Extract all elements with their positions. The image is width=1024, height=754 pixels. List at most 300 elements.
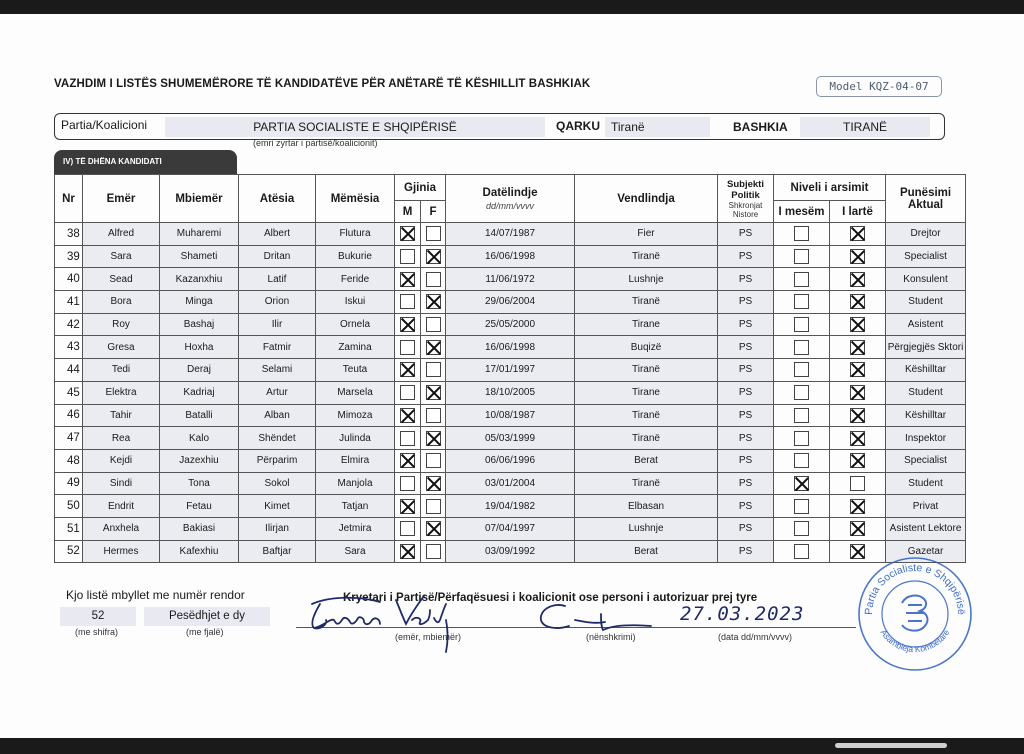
cell-emer: Tedi bbox=[83, 359, 160, 382]
cell-gender-f bbox=[421, 291, 446, 314]
cell-vendlindja: Tiranë bbox=[575, 427, 718, 450]
cell-nr: 43 bbox=[55, 336, 83, 359]
cell-gender-f bbox=[421, 336, 446, 359]
cell-atesia: Baftjar bbox=[239, 540, 316, 563]
checkbox-empty[interactable] bbox=[400, 521, 415, 536]
cell-punesimi: Konsulent bbox=[886, 268, 966, 291]
col-niveli: Niveli i arsimit bbox=[774, 175, 886, 201]
cell-mesem bbox=[774, 449, 830, 472]
table-row bbox=[55, 427, 966, 450]
cell-memesia: Teuta bbox=[316, 359, 395, 382]
table-row bbox=[55, 495, 966, 518]
cell-mbiemer: Jazexhiu bbox=[160, 449, 239, 472]
checkbox-empty[interactable] bbox=[794, 362, 809, 377]
cell-vendlindja: Berat bbox=[575, 540, 718, 563]
cell-emer: Anxhela bbox=[83, 517, 160, 540]
cell-gender-f bbox=[421, 517, 446, 540]
cell-nr: 51 bbox=[55, 517, 83, 540]
cell-memesia: Iskui bbox=[316, 291, 395, 314]
col-subjekti bbox=[718, 175, 774, 223]
cell-subjekti: PS bbox=[718, 495, 774, 518]
cell-gender-f bbox=[421, 449, 446, 472]
cell-gender-f bbox=[421, 404, 446, 427]
cell-emer: Tahir bbox=[83, 404, 160, 427]
name-hint: (emër, mbiemër) bbox=[395, 632, 462, 642]
col-vendlindja: Vendlindja bbox=[575, 175, 718, 223]
cell-gender-f bbox=[421, 245, 446, 268]
cell-vendlindja: Tirane bbox=[575, 381, 718, 404]
cell-atesia: Shëndet bbox=[239, 427, 316, 450]
cell-mesem bbox=[774, 359, 830, 382]
checkbox-empty[interactable] bbox=[794, 453, 809, 468]
cell-larte bbox=[830, 427, 886, 450]
cell-mbiemer: Kazanxhiu bbox=[160, 268, 239, 291]
cell-emer: Sead bbox=[83, 268, 160, 291]
cell-memesia: Zamina bbox=[316, 336, 395, 359]
cell-mbiemer: Batalli bbox=[160, 404, 239, 427]
closing-number-digits: 52 bbox=[60, 607, 136, 626]
cell-emer: Sara bbox=[83, 245, 160, 268]
model-code: Model KQZ-04-07 bbox=[816, 76, 942, 97]
cell-gender-f bbox=[421, 359, 446, 382]
checkbox-checked[interactable] bbox=[400, 362, 415, 377]
cell-gender-m bbox=[395, 313, 421, 336]
party-stamp bbox=[856, 555, 974, 673]
cell-mesem bbox=[774, 540, 830, 563]
checkbox-checked[interactable] bbox=[426, 249, 441, 264]
cell-emer: Alfred bbox=[83, 223, 160, 246]
cell-nr: 44 bbox=[55, 359, 83, 382]
cell-mbiemer: Bashaj bbox=[160, 313, 239, 336]
col-atesia: Atësia bbox=[239, 175, 316, 223]
party-label: Partia/Koalicioni bbox=[61, 118, 148, 132]
cell-gender-m bbox=[395, 359, 421, 382]
cell-emer: Bora bbox=[83, 291, 160, 314]
cell-mesem bbox=[774, 313, 830, 336]
cell-memesia: Flutura bbox=[316, 223, 395, 246]
table-row bbox=[55, 517, 966, 540]
cell-mesem bbox=[774, 381, 830, 404]
cell-mesem bbox=[774, 291, 830, 314]
checkbox-checked[interactable] bbox=[850, 340, 865, 355]
cell-datelindje: 16/06/1998 bbox=[446, 245, 575, 268]
checkbox-checked[interactable] bbox=[850, 521, 865, 536]
checkbox-empty[interactable] bbox=[794, 499, 809, 514]
checkbox-empty[interactable] bbox=[426, 408, 441, 423]
cell-nr: 45 bbox=[55, 381, 83, 404]
cell-subjekti: PS bbox=[718, 404, 774, 427]
table-row bbox=[55, 268, 966, 291]
cell-punesimi: Përgjegjës Sktori bbox=[886, 336, 966, 359]
party-name-hint: (emri zyrtar i partisë/koalicionit) bbox=[253, 138, 378, 148]
closing-label: Kjo listë mbyllet me numër rendor bbox=[66, 588, 245, 602]
checkbox-checked[interactable] bbox=[400, 408, 415, 423]
cell-memesia: Jetmira bbox=[316, 517, 395, 540]
table-row bbox=[55, 359, 966, 382]
checkbox-checked[interactable] bbox=[426, 476, 441, 491]
cell-datelindje: 07/04/1997 bbox=[446, 517, 575, 540]
col-memesia: Mëmësia bbox=[316, 175, 395, 223]
cell-punesimi: Student bbox=[886, 472, 966, 495]
closing-number-words: Pesëdhjet e dy bbox=[144, 607, 270, 626]
cell-memesia: Sara bbox=[316, 540, 395, 563]
cell-atesia: Latif bbox=[239, 268, 316, 291]
cell-subjekti: PS bbox=[718, 540, 774, 563]
cell-subjekti: PS bbox=[718, 472, 774, 495]
checkbox-empty[interactable] bbox=[426, 317, 441, 332]
cell-punesimi: Gazetar bbox=[886, 540, 966, 563]
checkbox-checked[interactable] bbox=[426, 385, 441, 400]
cell-vendlindja: Tirane bbox=[575, 313, 718, 336]
cell-subjekti: PS bbox=[718, 336, 774, 359]
cell-subjekti: PS bbox=[718, 381, 774, 404]
checkbox-empty[interactable] bbox=[400, 249, 415, 264]
signature-hint: (nënshkrimi) bbox=[586, 632, 636, 642]
checkbox-empty[interactable] bbox=[426, 362, 441, 377]
cell-gender-f bbox=[421, 223, 446, 246]
cell-datelindje: 25/05/2000 bbox=[446, 313, 575, 336]
cell-datelindje: 17/01/1997 bbox=[446, 359, 575, 382]
cell-nr: 47 bbox=[55, 427, 83, 450]
cell-mbiemer: Shameti bbox=[160, 245, 239, 268]
cell-gender-m bbox=[395, 291, 421, 314]
checkbox-empty[interactable] bbox=[794, 340, 809, 355]
cell-gender-f bbox=[421, 427, 446, 450]
cell-emer: Roy bbox=[83, 313, 160, 336]
checkbox-checked[interactable] bbox=[400, 317, 415, 332]
date-format-hint: dd/mm/vvvv bbox=[486, 200, 535, 211]
cell-gender-m bbox=[395, 268, 421, 291]
cell-atesia: Fatmir bbox=[239, 336, 316, 359]
cell-mesem bbox=[774, 268, 830, 291]
cell-larte bbox=[830, 245, 886, 268]
cell-datelindje: 29/06/2004 bbox=[446, 291, 575, 314]
cell-vendlindja: Buqizë bbox=[575, 336, 718, 359]
cell-atesia: Sokol bbox=[239, 472, 316, 495]
checkbox-empty[interactable] bbox=[794, 272, 809, 287]
table-row bbox=[55, 245, 966, 268]
cell-punesimi: Privat bbox=[886, 495, 966, 518]
col-larte: I lartë bbox=[830, 201, 886, 223]
cell-mesem bbox=[774, 427, 830, 450]
col-m: M bbox=[395, 201, 421, 223]
cell-atesia: Përparim bbox=[239, 449, 316, 472]
cell-larte bbox=[830, 223, 886, 246]
checkbox-empty[interactable] bbox=[794, 226, 809, 241]
cell-nr: 49 bbox=[55, 472, 83, 495]
cell-datelindje: 19/04/1982 bbox=[446, 495, 575, 518]
col-mesem: I mesëm bbox=[774, 201, 830, 223]
checkbox-checked[interactable] bbox=[400, 499, 415, 514]
checkbox-empty[interactable] bbox=[426, 226, 441, 241]
checkbox-checked[interactable] bbox=[850, 294, 865, 309]
checkbox-checked[interactable] bbox=[850, 385, 865, 400]
cell-mesem bbox=[774, 223, 830, 246]
handwritten-name bbox=[300, 590, 470, 656]
cell-mesem bbox=[774, 336, 830, 359]
cell-subjekti: PS bbox=[718, 313, 774, 336]
col-mbiemer: Mbiemër bbox=[160, 175, 239, 223]
cell-atesia: Dritan bbox=[239, 245, 316, 268]
checkbox-empty[interactable] bbox=[794, 544, 809, 559]
checkbox-empty[interactable] bbox=[426, 453, 441, 468]
cell-mesem bbox=[774, 245, 830, 268]
cell-subjekti: PS bbox=[718, 223, 774, 246]
digits-hint: (me shifra) bbox=[75, 627, 119, 637]
cell-datelindje: 18/10/2005 bbox=[446, 381, 575, 404]
candidates-table bbox=[54, 174, 966, 563]
cell-emer: Hermes bbox=[83, 540, 160, 563]
cell-memesia: Julinda bbox=[316, 427, 395, 450]
cell-memesia: Bukurie bbox=[316, 245, 395, 268]
col-f: F bbox=[421, 201, 446, 223]
checkbox-checked[interactable] bbox=[850, 272, 865, 287]
cell-nr: 38 bbox=[55, 223, 83, 246]
checkbox-checked[interactable] bbox=[426, 431, 441, 446]
cell-mbiemer: Kafexhiu bbox=[160, 540, 239, 563]
checkbox-checked[interactable] bbox=[850, 431, 865, 446]
cell-gender-f bbox=[421, 313, 446, 336]
cell-atesia: Artur bbox=[239, 381, 316, 404]
cell-gender-m bbox=[395, 336, 421, 359]
cell-datelindje: 03/09/1992 bbox=[446, 540, 575, 563]
checkbox-checked[interactable] bbox=[850, 249, 865, 264]
cell-memesia: Mimoza bbox=[316, 404, 395, 427]
svg-text:Partia Socialiste e Shqipërisë bbox=[863, 562, 967, 615]
cell-nr: 39 bbox=[55, 245, 83, 268]
checkbox-empty[interactable] bbox=[794, 408, 809, 423]
qarku-label: QARKU bbox=[556, 119, 600, 133]
cell-gender-m bbox=[395, 495, 421, 518]
cell-gender-m bbox=[395, 449, 421, 472]
section-tab-label: IV) TË DHËNA KANDIDATI bbox=[63, 157, 162, 166]
cell-vendlindja: Tiranë bbox=[575, 245, 718, 268]
cell-gender-f bbox=[421, 472, 446, 495]
cell-emer: Kejdi bbox=[83, 449, 160, 472]
cell-subjekti: PS bbox=[718, 245, 774, 268]
checkbox-checked[interactable] bbox=[850, 362, 865, 377]
cell-vendlindja: Tiranë bbox=[575, 291, 718, 314]
col-gjinia: Gjinia bbox=[395, 175, 446, 201]
datelindje-label: Datëlindje bbox=[482, 186, 538, 199]
cell-larte bbox=[830, 404, 886, 427]
checkbox-checked[interactable] bbox=[794, 476, 809, 491]
col-punesimi: Punësimi Aktual bbox=[886, 175, 966, 223]
checkbox-empty[interactable] bbox=[794, 249, 809, 264]
cell-atesia: Alban bbox=[239, 404, 316, 427]
subjekti-hint: Shkronjat Nistore bbox=[728, 200, 763, 219]
checkbox-checked[interactable] bbox=[850, 317, 865, 332]
cell-punesimi: Student bbox=[886, 381, 966, 404]
cell-mbiemer: Minga bbox=[160, 291, 239, 314]
cell-punesimi: Specialist bbox=[886, 449, 966, 472]
cell-vendlindja: Berat bbox=[575, 449, 718, 472]
checkbox-checked[interactable] bbox=[400, 226, 415, 241]
cell-larte bbox=[830, 336, 886, 359]
checkbox-checked[interactable] bbox=[400, 544, 415, 559]
cell-punesimi: Këshilltar bbox=[886, 404, 966, 427]
table-row bbox=[55, 472, 966, 495]
cell-larte bbox=[830, 291, 886, 314]
date-hint: (data dd/mm/vvvv) bbox=[718, 632, 793, 642]
cell-emer: Rea bbox=[83, 427, 160, 450]
cell-atesia: Ilir bbox=[239, 313, 316, 336]
checkbox-empty[interactable] bbox=[400, 340, 415, 355]
cell-nr: 41 bbox=[55, 291, 83, 314]
cell-datelindje: 06/06/1996 bbox=[446, 449, 575, 472]
cell-larte bbox=[830, 268, 886, 291]
checkbox-empty[interactable] bbox=[794, 385, 809, 400]
cell-atesia: Selami bbox=[239, 359, 316, 382]
cell-emer: Endrit bbox=[83, 495, 160, 518]
stamp-emblem-icon bbox=[902, 596, 927, 631]
cell-emer: Sindi bbox=[83, 472, 160, 495]
cell-gender-m bbox=[395, 517, 421, 540]
cell-datelindje: 14/07/1987 bbox=[446, 223, 575, 246]
cell-gender-f bbox=[421, 540, 446, 563]
checkbox-checked[interactable] bbox=[850, 408, 865, 423]
cell-mbiemer: Fetau bbox=[160, 495, 239, 518]
cell-memesia: Manjola bbox=[316, 472, 395, 495]
cell-nr: 42 bbox=[55, 313, 83, 336]
checkbox-empty[interactable] bbox=[850, 476, 865, 491]
cell-atesia: Orion bbox=[239, 291, 316, 314]
checkbox-checked[interactable] bbox=[850, 453, 865, 468]
cell-punesimi: Asistent Lektore bbox=[886, 517, 966, 540]
cell-subjekti: PS bbox=[718, 359, 774, 382]
cell-vendlindja: Lushnje bbox=[575, 517, 718, 540]
col-emer: Emër bbox=[83, 175, 160, 223]
cell-atesia: Albert bbox=[239, 223, 316, 246]
cell-nr: 48 bbox=[55, 449, 83, 472]
col-datelindje bbox=[446, 175, 575, 223]
subjekti-label: Subjekti Politik bbox=[727, 178, 764, 201]
chair-label: Kryetari i Partisë/Përfaqësuesi i koalicionit ose personi i autorizuar prej tyre bbox=[343, 592, 758, 604]
cell-mesem bbox=[774, 495, 830, 518]
cell-vendlindja: Tiranë bbox=[575, 472, 718, 495]
cell-gender-m bbox=[395, 223, 421, 246]
checkbox-empty[interactable] bbox=[794, 431, 809, 446]
table-row bbox=[55, 291, 966, 314]
checkbox-empty[interactable] bbox=[794, 317, 809, 332]
cell-gender-m bbox=[395, 404, 421, 427]
cell-punesimi: Drejtor bbox=[886, 223, 966, 246]
cell-emer: Elektra bbox=[83, 381, 160, 404]
col-nr: Nr bbox=[55, 175, 83, 223]
checkbox-empty[interactable] bbox=[794, 521, 809, 536]
document-title: VAZHDIM I LISTËS SHUMEMËRORE TË KANDIDATËVE PËR ANËTARË TË KËSHILLIT BASHKIAK bbox=[54, 78, 591, 90]
table-row bbox=[55, 223, 966, 246]
checkbox-empty[interactable] bbox=[400, 385, 415, 400]
cell-vendlindja: Tiranë bbox=[575, 359, 718, 382]
cell-memesia: Elmira bbox=[316, 449, 395, 472]
cell-datelindje: 03/01/2004 bbox=[446, 472, 575, 495]
cell-memesia: Marsela bbox=[316, 381, 395, 404]
cell-memesia: Ornela bbox=[316, 313, 395, 336]
checkbox-empty[interactable] bbox=[400, 431, 415, 446]
cell-nr: 50 bbox=[55, 495, 83, 518]
table-row bbox=[55, 381, 966, 404]
cell-mesem bbox=[774, 517, 830, 540]
cell-subjekti: PS bbox=[718, 291, 774, 314]
section-tab bbox=[54, 150, 237, 174]
cell-punesimi: Asistent bbox=[886, 313, 966, 336]
cell-punesimi: Student bbox=[886, 291, 966, 314]
checkbox-checked[interactable] bbox=[400, 453, 415, 468]
cell-vendlindja: Fier bbox=[575, 223, 718, 246]
bashkia-label: BASHKIA bbox=[733, 120, 788, 134]
checkbox-empty[interactable] bbox=[426, 272, 441, 287]
cell-nr: 40 bbox=[55, 268, 83, 291]
cell-larte bbox=[830, 313, 886, 336]
cell-subjekti: PS bbox=[718, 449, 774, 472]
table-row bbox=[55, 404, 966, 427]
home-indicator bbox=[835, 743, 947, 748]
qarku-field: Tiranë bbox=[605, 117, 710, 137]
cell-mbiemer: Kadriaj bbox=[160, 381, 239, 404]
cell-punesimi: Këshilltar bbox=[886, 359, 966, 382]
stamp-outer-text: Partia Socialiste e Shqipërisë bbox=[862, 561, 968, 616]
cell-datelindje: 05/03/1999 bbox=[446, 427, 575, 450]
cell-mbiemer: Tona bbox=[160, 472, 239, 495]
checkbox-checked[interactable] bbox=[400, 272, 415, 287]
cell-larte bbox=[830, 517, 886, 540]
cell-mbiemer: Bakiasi bbox=[160, 517, 239, 540]
cell-memesia: Feride bbox=[316, 268, 395, 291]
cell-mbiemer: Kalo bbox=[160, 427, 239, 450]
cell-punesimi: Specialist bbox=[886, 245, 966, 268]
checkbox-empty[interactable] bbox=[400, 294, 415, 309]
cell-gender-m bbox=[395, 472, 421, 495]
checkbox-checked[interactable] bbox=[426, 521, 441, 536]
checkbox-empty[interactable] bbox=[426, 544, 441, 559]
cell-larte bbox=[830, 449, 886, 472]
cell-gender-f bbox=[421, 268, 446, 291]
cell-vendlindja: Lushnje bbox=[575, 268, 718, 291]
table-row bbox=[55, 540, 966, 563]
cell-larte bbox=[830, 359, 886, 382]
signature bbox=[535, 600, 665, 636]
checkbox-checked[interactable] bbox=[426, 340, 441, 355]
cell-subjekti: PS bbox=[718, 427, 774, 450]
cell-subjekti: PS bbox=[718, 268, 774, 291]
checkbox-checked[interactable] bbox=[426, 294, 441, 309]
cell-mesem bbox=[774, 472, 830, 495]
cell-datelindje: 11/06/1972 bbox=[446, 268, 575, 291]
checkbox-checked[interactable] bbox=[850, 499, 865, 514]
cell-larte bbox=[830, 381, 886, 404]
cell-datelindje: 16/06/1998 bbox=[446, 336, 575, 359]
cell-larte bbox=[830, 495, 886, 518]
cell-gender-f bbox=[421, 495, 446, 518]
cell-emer: Gresa bbox=[83, 336, 160, 359]
checkbox-checked[interactable] bbox=[850, 226, 865, 241]
cell-mbiemer: Deraj bbox=[160, 359, 239, 382]
checkbox-empty[interactable] bbox=[794, 294, 809, 309]
cell-vendlindja: Elbasan bbox=[575, 495, 718, 518]
table-row bbox=[55, 336, 966, 359]
cell-subjekti: PS bbox=[718, 517, 774, 540]
cell-vendlindja: Tiranë bbox=[575, 404, 718, 427]
checkbox-empty[interactable] bbox=[400, 476, 415, 491]
cell-mbiemer: Muharemi bbox=[160, 223, 239, 246]
cell-gender-m bbox=[395, 427, 421, 450]
cell-nr: 46 bbox=[55, 404, 83, 427]
bashkia-field: TIRANË bbox=[800, 117, 930, 137]
cell-atesia: Kimet bbox=[239, 495, 316, 518]
checkbox-empty[interactable] bbox=[426, 499, 441, 514]
cell-larte bbox=[830, 472, 886, 495]
